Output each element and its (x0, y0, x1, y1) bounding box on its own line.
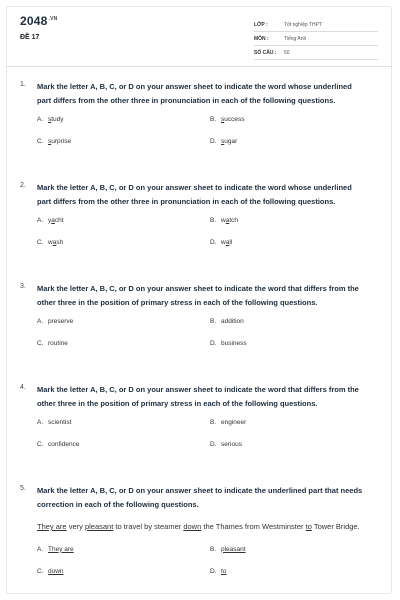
underlined-part: pleasant (84, 522, 114, 531)
option-letter: D. (210, 440, 217, 448)
option-letter: C. (37, 567, 44, 575)
question-number: 1. (20, 81, 26, 88)
brand-name: 2048 (20, 14, 48, 28)
option-text: preserve (48, 317, 74, 325)
option-text: watch (221, 216, 238, 224)
sentence-text: very (66, 522, 85, 531)
option-c[interactable] (37, 439, 79, 449)
option-c[interactable] (37, 237, 63, 247)
underlined-part: a (52, 238, 57, 246)
option-text: serious (221, 440, 242, 448)
underlined-part: a (51, 216, 55, 224)
meta-key: LỚP : (254, 21, 268, 28)
option-text: confidence (48, 440, 80, 448)
question-3 (20, 282, 380, 360)
option-letter: A. (37, 216, 44, 224)
question-2 (20, 181, 380, 259)
option-letter: B. (210, 418, 217, 426)
answer-options (20, 544, 380, 588)
question-text: Mark the letter A, B, C, or D on your answer sheet to indicate the word whose underlined part differs from the other three in pronunciation in each of the following questions. (37, 183, 352, 206)
option-text: engineer (221, 418, 247, 426)
option-letter: D. (210, 567, 217, 575)
question-number: 2. (20, 182, 26, 189)
underlined-part: to (221, 567, 227, 575)
option-letter: C. (37, 137, 44, 145)
option-text: scientist (48, 418, 72, 426)
option-a[interactable] (37, 215, 64, 225)
option-d[interactable] (210, 237, 232, 247)
underlined-part: s (48, 115, 52, 123)
header-divider (6, 66, 392, 67)
option-letter: B. (210, 545, 217, 553)
option-b[interactable] (210, 114, 244, 124)
option-d[interactable] (210, 439, 242, 449)
question-number: 4. (20, 384, 26, 391)
sentence-text: to travel by steamer (113, 522, 184, 531)
underlined-part: a (225, 216, 230, 224)
option-b[interactable] (210, 544, 246, 554)
question-number: 3. (20, 283, 26, 290)
option-text: sugar (221, 137, 238, 145)
meta-row-count (254, 46, 378, 60)
option-c[interactable] (37, 566, 64, 576)
question-text: Mark the letter A, B, C, or D on your answer sheet to indicate the underlined part that needs correction in each of the following questions. (37, 486, 363, 509)
brand-suffix: .VN (48, 16, 58, 22)
option-letter: C. (37, 339, 44, 347)
underlined-part: s (221, 137, 225, 145)
answer-options (20, 316, 380, 360)
option-text: routine (48, 339, 68, 347)
option-text (221, 568, 226, 575)
question-sentence (37, 520, 367, 534)
meta-row-subject (254, 32, 378, 46)
option-c[interactable] (37, 136, 71, 146)
meta-key: MÔN : (254, 35, 269, 42)
option-letter: A. (37, 115, 44, 123)
underlined-part: to (305, 522, 312, 531)
meta-value: Tiếng Anh (284, 35, 307, 42)
question-number: 5. (20, 485, 26, 492)
option-text: yacht (48, 216, 64, 224)
question-header (20, 282, 380, 310)
meta-value: Tốt nghiệp THPT (284, 21, 322, 28)
question-text: Mark the letter A, B, C, or D on your answer sheet to indicate the word whose underlined part differs from the other three in pronunciation in each of the following questions. (37, 82, 352, 105)
underlined-part: down (183, 522, 202, 531)
question-header (20, 80, 380, 108)
answer-options (20, 114, 380, 158)
question-text: Mark the letter A, B, C, or D on your answer sheet to indicate the word that differs from the other three in the position of primary stress in each of the following questions. (37, 284, 359, 307)
option-text: wash (48, 238, 64, 246)
meta-value: 50 (284, 49, 290, 56)
underlined-part: pleasant (221, 545, 246, 553)
option-b[interactable] (210, 215, 238, 225)
question-header (20, 181, 380, 209)
question-header (20, 383, 380, 411)
option-text (48, 546, 74, 553)
option-text: success (221, 115, 245, 123)
answer-options (20, 417, 380, 461)
option-b[interactable] (210, 316, 244, 326)
option-text: study (48, 115, 64, 123)
sentence-text: Tower Bridge. (311, 522, 360, 531)
option-letter: A. (37, 545, 44, 553)
option-text: wall (221, 238, 233, 246)
meta-row-class (254, 18, 378, 32)
option-text (48, 568, 64, 575)
option-text: business (221, 339, 247, 347)
question-header (20, 484, 380, 512)
question-4 (20, 383, 380, 461)
underlined-part: They are (48, 545, 74, 553)
question-text: Mark the letter A, B, C, or D on your answer sheet to indicate the word that differs from the other three in the position of primary stress in each of the following questions. (37, 385, 359, 408)
underlined-part: a (225, 238, 230, 246)
option-letter: D. (210, 238, 217, 246)
option-text (221, 546, 246, 553)
option-letter: D. (210, 339, 217, 347)
option-d[interactable] (210, 136, 237, 146)
option-letter: B. (210, 216, 217, 224)
underlined-part: They are (37, 522, 67, 531)
exam-code: ĐỀ 17 (20, 34, 40, 41)
option-letter: C. (37, 238, 44, 246)
underlined-part: down (48, 567, 64, 575)
underlined-part: s (221, 115, 225, 123)
answer-options (20, 215, 380, 259)
option-a[interactable] (37, 316, 73, 326)
question-5 (20, 484, 380, 588)
sentence-text: the Thames from Westminster (201, 522, 306, 531)
option-letter: A. (37, 317, 44, 325)
option-c[interactable] (37, 338, 68, 348)
meta-key: SỐ CÂU : (254, 49, 277, 56)
option-text: surprise (48, 137, 72, 145)
option-a[interactable] (37, 544, 74, 554)
option-letter: B. (210, 115, 217, 123)
option-d[interactable] (210, 338, 247, 348)
option-letter: D. (210, 137, 217, 145)
option-text: addition (221, 317, 244, 325)
option-letter: C. (37, 440, 44, 448)
option-a[interactable] (37, 114, 64, 124)
question-1 (20, 80, 380, 158)
option-a[interactable] (37, 417, 71, 427)
underlined-part: s (48, 137, 52, 145)
brand-logo (20, 14, 57, 28)
option-letter: B. (210, 317, 217, 325)
exam-meta (254, 18, 378, 60)
option-b[interactable] (210, 417, 246, 427)
option-letter: A. (37, 418, 44, 426)
option-d[interactable] (210, 566, 226, 576)
